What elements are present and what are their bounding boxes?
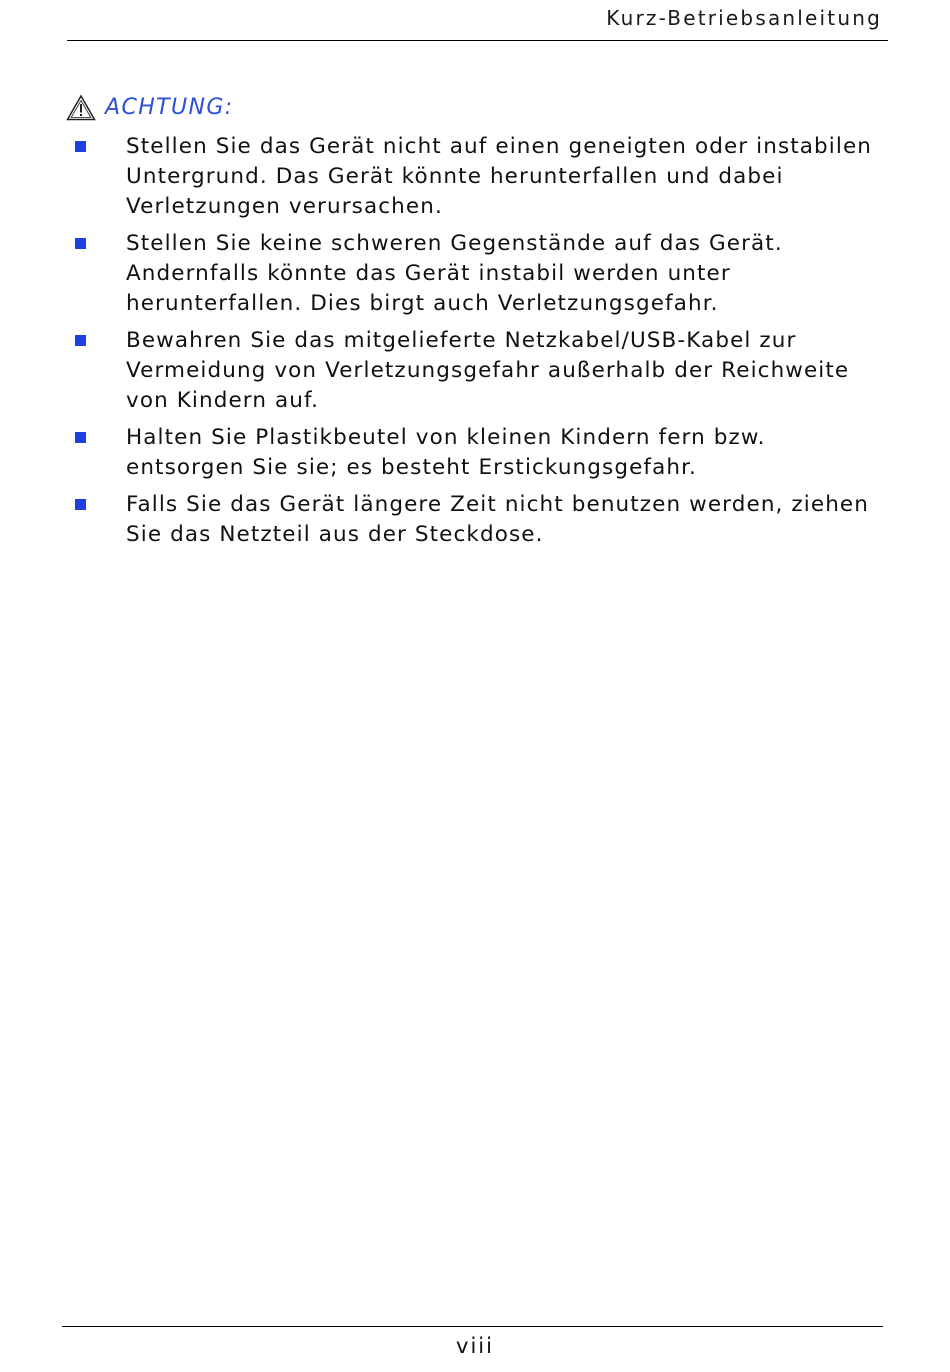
caution-item [0, 132, 896, 222]
caution-label: ACHTUNG: [105, 95, 234, 120]
caution-item [0, 229, 896, 319]
caution-item-line: Verletzungen verursachen. [126, 194, 443, 219]
square-bullet-icon [75, 335, 86, 346]
caution-item-line: von Kindern auf. [126, 388, 320, 413]
caution-item-line: Sie das Netzteil aus der Steckdose. [126, 522, 544, 547]
caution-item-line: Falls Sie das Gerät längere Zeit nicht benutzen werden, ziehen [126, 492, 869, 517]
running-header: Kurz-Betriebsanleitung [606, 6, 882, 30]
caution-heading [66, 94, 234, 121]
square-bullet-icon [75, 499, 86, 510]
caution-item-line: herunterfallen. Dies birgt auch Verletzungsgefahr. [126, 291, 719, 316]
caution-item [0, 423, 896, 483]
square-bullet-icon [75, 238, 86, 249]
square-bullet-icon [75, 141, 86, 152]
caution-list [0, 132, 950, 557]
caution-item-line: Untergrund. Das Gerät könnte herunterfallen und dabei [126, 164, 784, 189]
warning-triangle-icon [66, 94, 96, 121]
caution-item-line: Vermeidung von Verletzungsgefahr außerhalb der Reichweite [126, 358, 850, 383]
caution-item [0, 490, 896, 550]
caution-item-line: Andernfalls könnte das Gerät instabil werden unter [126, 261, 731, 286]
footer-rule [62, 1326, 883, 1327]
caution-item-line: Stellen Sie keine schweren Gegenstände auf das Gerät. [126, 231, 783, 256]
caution-item-line: Halten Sie Plastikbeutel von kleinen Kindern fern bzw. [126, 425, 766, 450]
header-rule [67, 40, 888, 41]
page-number: viii [456, 1334, 494, 1358]
caution-item-line: Stellen Sie das Gerät nicht auf einen geneigten oder instabilen [126, 134, 873, 159]
caution-item [0, 326, 896, 416]
caution-item-line: Bewahren Sie das mitgelieferte Netzkabel/USB-Kabel zur [126, 328, 797, 353]
caution-item-line: entsorgen Sie sie; es besteht Erstickungsgefahr. [126, 455, 697, 480]
square-bullet-icon [75, 432, 86, 443]
